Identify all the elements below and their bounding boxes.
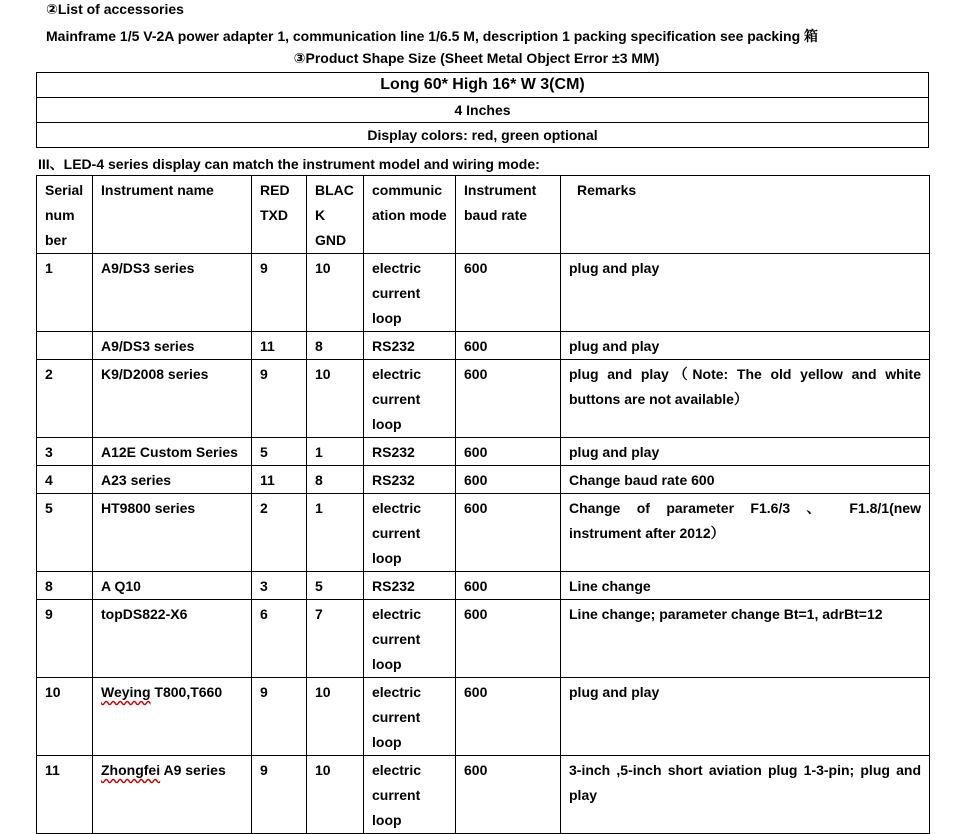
red-txd-cell: 9 <box>252 678 307 756</box>
instrument-name-cell: A Q10 <box>93 572 252 600</box>
communication-mode-cell: RS232 <box>364 572 456 600</box>
serial-cell: 1 <box>37 254 93 332</box>
red-txd-cell: 2 <box>252 494 307 572</box>
remark-cell: Line change; parameter change Bt=1, adrBt=12 <box>561 600 930 678</box>
header-serial-number: Serial num ber <box>37 176 93 254</box>
remark-cell: Line change <box>561 572 930 600</box>
red-txd-cell: 9 <box>252 360 307 438</box>
serial-cell: 4 <box>37 466 93 494</box>
shape-size-table <box>36 72 929 148</box>
shape-size-title: ③Product Shape Size (Sheet Metal Object Error ±3 MM) <box>293 50 660 66</box>
table-row <box>37 678 930 756</box>
baud-rate-cell: 600 <box>456 756 561 834</box>
serial-cell: 8 <box>37 572 93 600</box>
baud-rate-cell: 600 <box>456 360 561 438</box>
communication-mode-cell: electric current loop <box>364 360 456 438</box>
header-red-txd: RED TXD <box>252 176 307 254</box>
remark-cell: 3-inch ,5-inch short aviation plug 1-3-pin; plug and play <box>561 756 930 834</box>
accessories-description: Mainframe 1/5 V-2A power adapter 1, communication line 1/6.5 M, description 1 packing specification see packing 箱 <box>46 28 819 44</box>
black-gnd-cell: 1 <box>307 494 364 572</box>
instrument-name-cell: A9/DS3 series <box>93 332 252 360</box>
red-txd-cell: 11 <box>252 332 307 360</box>
serial-cell: 2 <box>37 360 93 438</box>
instrument-name-cell: A9/DS3 series <box>93 254 252 332</box>
table-header-row <box>37 176 930 254</box>
table-row <box>37 756 930 834</box>
header-remarks: Remarks <box>561 176 930 254</box>
table-row <box>37 360 930 438</box>
instrument-name-cell: A23 series <box>93 466 252 494</box>
communication-mode-cell: electric current loop <box>364 678 456 756</box>
table-row <box>37 466 930 494</box>
table-row <box>37 332 930 360</box>
baud-rate-cell: 600 <box>456 572 561 600</box>
communication-mode-cell: electric current loop <box>364 254 456 332</box>
remark-cell: plug and play <box>561 332 930 360</box>
serial-cell <box>37 332 93 360</box>
table-row <box>37 438 930 466</box>
black-gnd-cell: 10 <box>307 254 364 332</box>
display-colors: Display colors: red, green optional <box>37 123 929 148</box>
remark-cell: plug and play <box>561 254 930 332</box>
communication-mode-cell: electric current loop <box>364 494 456 572</box>
red-txd-cell: 3 <box>252 572 307 600</box>
communication-mode-cell: electric current loop <box>364 600 456 678</box>
red-txd-cell: 11 <box>252 466 307 494</box>
communication-mode-cell: electric current loop <box>364 756 456 834</box>
table-row <box>37 572 930 600</box>
instrument-name-cell: Weying T800,T660 <box>93 678 252 756</box>
spellcheck-word: Zhongfei <box>101 762 161 778</box>
display-size: 4 Inches <box>37 98 929 123</box>
series-compatibility-table <box>36 175 930 834</box>
communication-mode-cell: RS232 <box>364 332 456 360</box>
accessories-title: ②List of accessories <box>46 1 184 17</box>
black-gnd-cell: 10 <box>307 360 364 438</box>
instrument-name-cell: K9/D2008 series <box>93 360 252 438</box>
serial-cell: 5 <box>37 494 93 572</box>
black-gnd-cell: 1 <box>307 438 364 466</box>
baud-rate-cell: 600 <box>456 438 561 466</box>
red-txd-cell: 5 <box>252 438 307 466</box>
communication-mode-cell: RS232 <box>364 438 456 466</box>
red-txd-cell: 9 <box>252 254 307 332</box>
red-txd-cell: 6 <box>252 600 307 678</box>
remark-cell: plug and play <box>561 438 930 466</box>
header-baud-rate: Instrument baud rate <box>456 176 561 254</box>
black-gnd-cell: 8 <box>307 332 364 360</box>
black-gnd-cell: 7 <box>307 600 364 678</box>
baud-rate-cell: 600 <box>456 332 561 360</box>
size-dimensions: Long 60* High 16* W 3(CM) <box>37 73 929 98</box>
header-communication-mode: communic ation mode <box>364 176 456 254</box>
baud-rate-cell: 600 <box>456 600 561 678</box>
header-instrument-name: Instrument name <box>93 176 252 254</box>
remark-cell: plug and play（Note: The old yellow and white buttons are not available） <box>561 360 930 438</box>
serial-cell: 3 <box>37 438 93 466</box>
baud-rate-cell: 600 <box>456 254 561 332</box>
table-row <box>37 494 930 572</box>
series-section-title: III、LED-4 series display can match the instrument model and wiring mode: <box>38 156 540 172</box>
header-black-gnd: BLAC K GND <box>307 176 364 254</box>
black-gnd-cell: 5 <box>307 572 364 600</box>
serial-cell: 9 <box>37 600 93 678</box>
black-gnd-cell: 10 <box>307 678 364 756</box>
serial-cell: 10 <box>37 678 93 756</box>
remark-cell: plug and play <box>561 678 930 756</box>
baud-rate-cell: 600 <box>456 494 561 572</box>
black-gnd-cell: 8 <box>307 466 364 494</box>
black-gnd-cell: 10 <box>307 756 364 834</box>
spellcheck-word: Weying <box>101 684 151 700</box>
table-row <box>37 600 930 678</box>
remark-cell: Change baud rate 600 <box>561 466 930 494</box>
baud-rate-cell: 600 <box>456 466 561 494</box>
instrument-name-cell: topDS822-X6 <box>93 600 252 678</box>
instrument-name-cell: HT9800 series <box>93 494 252 572</box>
communication-mode-cell: RS232 <box>364 466 456 494</box>
instrument-name-cell: A12E Custom Series <box>93 438 252 466</box>
remark-cell: Change of parameter F1.6/3 、 F1.8/1(new instrument after 2012） <box>561 494 930 572</box>
instrument-name-cell: Zhongfei A9 series <box>93 756 252 834</box>
red-txd-cell: 9 <box>252 756 307 834</box>
serial-cell: 11 <box>37 756 93 834</box>
baud-rate-cell: 600 <box>456 678 561 756</box>
table-row <box>37 254 930 332</box>
